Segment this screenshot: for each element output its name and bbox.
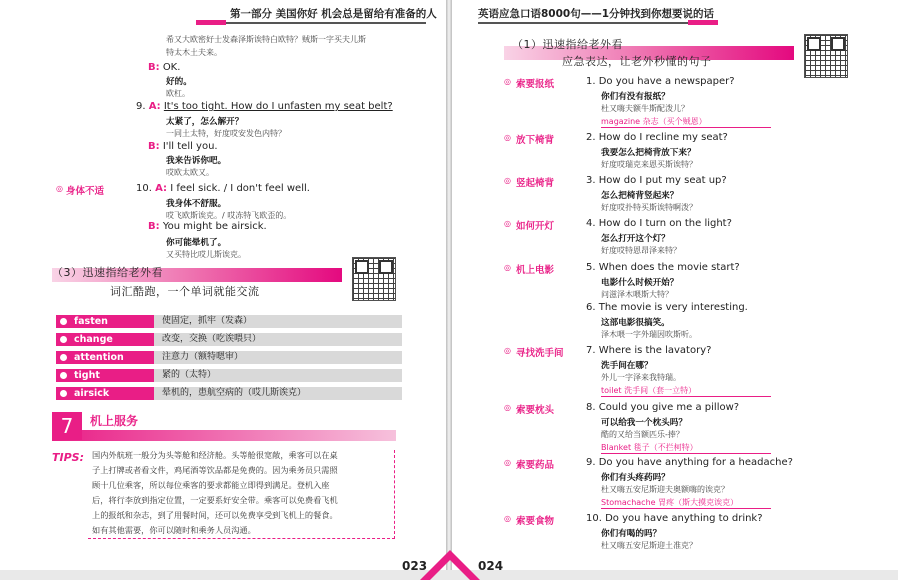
vocab-word: airsick (56, 387, 154, 400)
phrase-english: 9. Do you have anything for a headache? (586, 457, 793, 468)
tips-line: 国内外航班一般分为头等舱和经济舱。头等舱很宽敞，乘客可以在桌 (92, 450, 338, 460)
tips-line: 上的报纸和杂志，到了用餐时间，还可以免费享受到飞机上的餐食。 (92, 510, 338, 520)
translation-text: 这部电影很搞笑。 (601, 318, 670, 328)
category-label: 机上电影 (516, 265, 555, 276)
category-label: 寻找洗手间 (516, 348, 564, 359)
pronunciation-text: 好度哎扑特买斯诶特啊泼？ (601, 203, 697, 212)
vocab-row (56, 351, 402, 364)
bullet-icon: ◎ (504, 77, 511, 86)
category-label: 索要报纸 (516, 79, 555, 90)
pronunciation-text: 欧杠。 (166, 89, 190, 98)
pronunciation-text: 好度哎瑞克来恩买斯诶特？ (601, 160, 697, 169)
bullet-icon: ◎ (504, 263, 511, 272)
phrase-english: 3. How do I put my seat up? (586, 175, 727, 186)
question-9: 9. A: It's too tight. How do I unfasten my seat belt? (136, 101, 393, 112)
bullet-icon: ◎ (504, 403, 511, 412)
right-page (452, 0, 898, 570)
section1-title: （1）迅速指给老外看 (512, 38, 623, 51)
right-header: 英语应急口语8000句——1分钟找到你想要说的话 (478, 8, 715, 20)
phrase-english: 6. The movie is very interesting. (586, 302, 748, 313)
phrase-english: 7. Where is the lavatory? (586, 345, 712, 356)
pronunciation-text: 哎飞欧斯诶克。/ 哎冻特飞欧歪的。 (166, 211, 292, 220)
category-label: 索要枕头 (516, 405, 555, 416)
vocab-underline (601, 508, 771, 509)
phrase-english: 4. How do I turn on the light? (586, 218, 732, 229)
pronunciation-text: 杜又嗨夫额牛斯配泼儿？ (601, 104, 689, 113)
vocab-word: attention (56, 351, 154, 364)
page-number-left: 023 (402, 559, 428, 570)
bullet-icon (60, 390, 67, 397)
bullet-icon: ◎ (504, 219, 511, 228)
vocab-word: fasten (56, 315, 154, 328)
bullet-icon (60, 318, 67, 325)
tips-line: 子上打牌或者看文件，鸡尾酒等饮品都是免费的。因为乘务员只需照 (92, 465, 338, 475)
pronunciation-text: 酷的又给当额匹乐-捧？ (601, 430, 684, 439)
tips-line: 顾十几位乘客，所以每位乘客的要求都能立即得到满足。登机入座 (92, 480, 330, 490)
vocab-meaning: 晕机的，患航空病的（哎儿斯诶克） (154, 387, 402, 400)
pronunciation-text: 泽木喂一字外瑞因吹斯听。 (601, 330, 697, 339)
translation-text: 洗手间在哪？ (601, 361, 653, 371)
category-label: 竖起椅背 (516, 178, 555, 189)
bookmark-ribbon-icon (420, 540, 480, 580)
section3-subtitle: 词汇酷跑，一个单词就能交流 (110, 285, 260, 298)
translation-text: 你们有喝的吗？ (601, 529, 662, 539)
pronunciation-text: 外儿一字泽来我特瑞。 (601, 373, 681, 382)
vocab-word: tight (56, 369, 154, 382)
question-10: 10. A: I feel sick. / I don't feel well. (136, 183, 310, 194)
pronunciation-text: 好度哎特恩昂泽来特？ (601, 246, 681, 255)
pronunciation-text: 希又大欧密好士发森泽斯诶特白欧特？贼斯一字买夫儿斯 (166, 35, 366, 44)
pronunciation-text: 一同土太特，好度哎安发色内特？ (166, 129, 286, 138)
related-vocab: magazine 杂志（买个贼恩） (601, 117, 707, 126)
bullet-icon: ◎ (504, 514, 511, 523)
vocab-row (56, 315, 402, 328)
page-number-right: 024 (478, 559, 504, 570)
translation-text: 电影什么时候开始？ (601, 278, 679, 288)
header-rule (478, 22, 688, 24)
translation-text: 你们有头疼药吗？ (601, 473, 670, 483)
phrase-english: 5. When does the movie start? (586, 262, 740, 273)
tips-label: TIPS: (52, 451, 84, 464)
translation-text: 可以给我一个枕头吗？ (601, 418, 687, 428)
left-page (0, 0, 446, 570)
category-label: 索要药品 (516, 460, 555, 471)
vocab-underline (601, 453, 771, 454)
pronunciation-text: 杜又嗨五安尼斯迎土准克？ (601, 541, 697, 550)
translation-text: 太紧了，怎么解开？ (166, 117, 244, 127)
dialogue-line: B: I'll tell you. (148, 141, 218, 152)
vocab-meaning: 紧的（太特） (154, 369, 402, 382)
chapter-number: 7 (52, 412, 82, 440)
bullet-icon (60, 354, 67, 361)
vocab-underline (601, 396, 771, 397)
dialogue-line: B: You might be airsick. (148, 221, 267, 232)
chapter-title: 机上服务 (90, 414, 139, 428)
category-label: 如何开灯 (516, 221, 555, 232)
bullet-icon: ◎ (504, 346, 511, 355)
phrase-english: 2. How do I recline my seat? (586, 132, 728, 143)
translation-text: 你可能晕机了。 (166, 238, 227, 248)
bullet-icon: ◎ (56, 184, 63, 193)
bullet-icon (60, 336, 67, 343)
translation-text: 我来告诉你吧。 (166, 156, 227, 166)
vocab-row (56, 369, 402, 382)
left-header: 第一部分 美国你好 机会总是留给有准备的人 (230, 8, 437, 20)
translation-text: 好的。 (166, 77, 192, 87)
bullet-icon (60, 372, 67, 379)
qr-code-icon (804, 34, 848, 78)
bullet-icon: ◎ (504, 458, 511, 467)
related-vocab: Stomachache 胃疼（斯大摸克诶克） (601, 498, 739, 507)
phrase-english: 10. Do you have anything to drink? (586, 513, 763, 524)
pronunciation-text: 问滋泽木喂斯大特？ (601, 290, 673, 299)
bullet-icon: ◎ (504, 176, 511, 185)
vocab-row (56, 333, 402, 346)
bullet-icon: ◎ (504, 133, 511, 142)
pronunciation-text: 哎欧太欧又。 (166, 168, 214, 177)
pronunciation-text: 杜又嗨五安尼斯迎夫奥额嗨的诶克？ (601, 485, 729, 494)
translation-text: 怎么把椅背竖起来？ (601, 191, 679, 201)
vocab-meaning: 注意力（额特嗯审） (154, 351, 402, 364)
vocab-underline (601, 127, 771, 128)
translation-text: 我身体不舒服。 (166, 199, 227, 209)
qr-code-icon (352, 257, 396, 301)
vocab-row (56, 387, 402, 400)
category-label: 放下椅背 (516, 135, 555, 146)
vocab-meaning: 使固定，抓牢（发森） (154, 315, 402, 328)
header-accent (196, 20, 226, 25)
chapter-bar (52, 430, 396, 441)
dialogue-line: B: OK. (148, 62, 181, 73)
category-label: 索要食物 (516, 516, 555, 527)
header-accent (688, 20, 718, 25)
phrase-english: 8. Could you give me a pillow? (586, 402, 740, 413)
translation-text: 我要怎么把椅背放下来？ (601, 148, 696, 158)
related-vocab: toilet 洗手间（套一立特） (601, 386, 697, 395)
translation-text: 你们有没有报纸？ (601, 92, 670, 102)
related-vocab: Blanket 毯子（不拦柯特） (601, 443, 698, 452)
vocab-word: change (56, 333, 154, 346)
category-unwell: 身体不适 (66, 186, 105, 197)
section3-title: （3）迅速指给老外看 (52, 266, 163, 279)
tips-line: 如有其他需要，你可以随时和乘务人员沟通。 (92, 525, 256, 535)
section1-subtitle: 应急表达，让老外秒懂的句子 (562, 55, 712, 68)
vocab-meaning: 改变，交换（吃诶喂只） (154, 333, 402, 346)
translation-text: 怎么打开这个灯？ (601, 234, 670, 244)
pronunciation-text: 又买特比哎儿斯诶克。 (166, 250, 246, 259)
tips-line: 后，将行李放到指定位置，一定要系好安全带。乘客可以免费看飞机 (92, 495, 338, 505)
header-rule (226, 22, 426, 24)
phrase-english: 1. Do you have a newspaper? (586, 76, 735, 87)
pronunciation-text: 特太木土夫来。 (166, 48, 222, 57)
